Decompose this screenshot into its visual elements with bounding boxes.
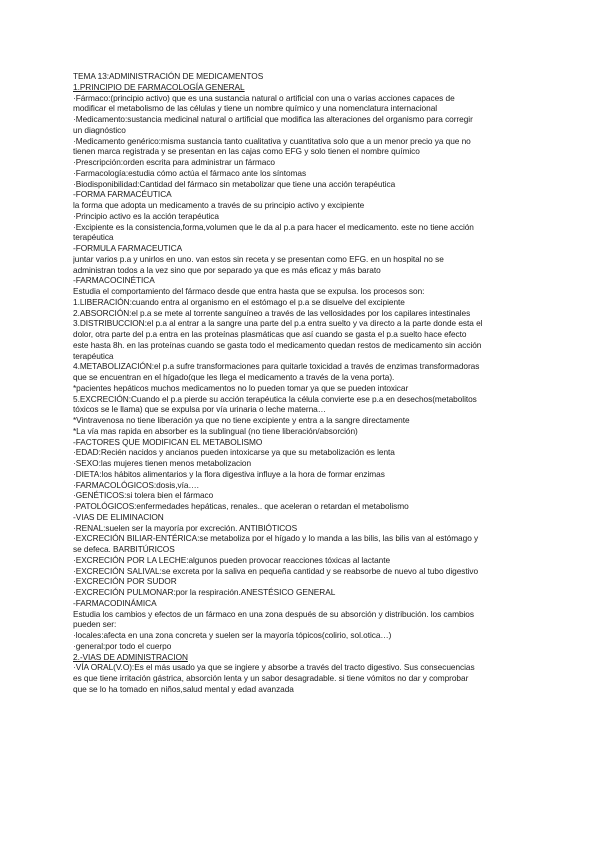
text-line: -FACTORES QUE MODIFICAN EL METABOLISMO [73, 436, 263, 447]
text-line: *La vía mas rapida en absorber es la sublingual (no tiene liberación/absorción) [73, 425, 358, 436]
text-line: ·Farmacología:estudia cómo actúa el fármaco ante los síntomas [73, 167, 307, 178]
text-line: -VIAS DE ELIMINACION [73, 511, 164, 522]
text-line: dolor, otra parte del p.a entra en las proteínas plasmáticas que así cuando se gasta el p.a suelto hace efecto [73, 329, 467, 339]
text-line: ·EXCRECIÓN PULMONAR:por la respiración.ANESTÉSICO GENERAL [73, 587, 336, 597]
text-line: terapéutica [73, 232, 114, 243]
text-line: ·Principio activo es la acción terapéutica [73, 210, 219, 221]
text-line: 1.LIBERACIÓN:cuando entra al organismo en el estómago el p.a se disuelve del excipiente [73, 296, 405, 307]
text-line: TEMA 13:ADMINISTRACIÓN DE MEDICAMENTOS [73, 71, 264, 81]
text-line: modificar el metabolismo de las células y tiene un nombre químico y una nomenclatura internacional [73, 103, 438, 114]
text-line: ·EXCRECIÓN POR LA LECHE:algunos pueden provocar reacciones tóxicas al lactante [73, 554, 391, 565]
text-line: 5.EXCRECIÓN:Cuando el p.a pierde su acción terapéutica la célula convierte ese p.a en desechos(metabolitos [73, 393, 477, 404]
text-line: ·PATOLÓGICOS:enfermedades hepáticas, renales.. que aceleran o retardan el metabolismo [73, 501, 409, 511]
text-line: ·EXCRECIÓN POR SUDOR [73, 576, 177, 587]
text-line: 4.METABOLIZACIÓN:el p.a sufre transformaciones para quitarle toxicidad a través de enzimas transformadoras [73, 361, 480, 372]
text-line: *pacientes hepáticos muchos medicamentos no lo pueden tomar ya que se pueden intoxicar [73, 382, 409, 393]
text-line: tienen marca registrada y se presentan en las cajas como EFG y solo tienen el nombre químico [73, 146, 420, 157]
text-line: Estudia el comportamiento del fármaco desde que entra hasta que se expulsa. los procesos son: [73, 286, 425, 296]
text-line: ·FARMACOLÓGICOS:dosis,vía…. [73, 479, 199, 490]
text-line: ·RENAL:suelen ser la mayoría por excreción. ANTIBIÓTICOS [73, 522, 298, 533]
text-line: *Vintravenosa no tiene liberación ya que no tiene excipiente y entra a la sangre directamente [73, 415, 410, 425]
text-line: un diagnóstico [73, 124, 126, 135]
text-line: ·Fármaco:(principio activo) que es una sustancia natural o artificial con una o varias acciones capaces de [73, 92, 455, 103]
text-line: terapéutica [73, 350, 114, 361]
text-line: ·Medicamento:sustancia medicinal natural o artificial que modifica las alteraciones del organismo para corregir [73, 114, 473, 124]
text-line: ·VÍA ORAL(V.O):Es el más usado ya que se ingiere y absorbe a través del tracto digestivo. Sus consecuencias [73, 662, 475, 673]
document-body [73, 71, 560, 695]
text-line: la forma que adopta un medicamento a través de su principio activo y excipiente [73, 200, 365, 210]
text-line: ·SEXO:las mujeres tienen menos metabolizacion [73, 458, 252, 468]
text-line: ·Medicamento genérico:misma sustancia tanto cualitativa y cuantitativa solo que a un menor precio ya que no [73, 135, 471, 146]
text-line: -FARMACODINÁMICA [73, 597, 157, 608]
text-line: ·general:por todo el cuerpo [73, 640, 172, 651]
text-line: ·GENÉTICOS:si tolera bien el fármaco [73, 490, 214, 501]
text-line: es que tiene irritación gástrica, absorción lenta y un sabor desagradable. si tiene vómitos no dar y comprobar [73, 673, 469, 683]
text-line: este hasta 8h. en las proteínas cuando se gasta todo el medicamento quedan restos de medicamento sin acción [73, 339, 482, 350]
text-line: -FORMA FARMACÉUTICA [73, 189, 172, 200]
text-line: -FORMULA FARMACEUTICA [73, 243, 183, 253]
text-line: ·EXCRECIÓN SALIVAL:se excreta por la saliva en pequeña cantidad y se reabsorbe de nuevo al tubo digestivo [73, 565, 479, 576]
text-line: juntar varios p.a y unirlos en uno. van estos sin receta y se presentan como EFG. en un hospital no se [73, 253, 444, 264]
text-line: ·Excipiente es la consistencia,forma,volumen que le da al p.a para hacer el medicamento. este no tiene acción [73, 221, 474, 232]
text-line: 2.ABSORCIÓN:el p.a se mete al torrente sanguíneo a través de las vellosidades por los capilares intestinales [73, 307, 471, 318]
text-line: ·DIETA:los hábitos alimentarios y la flora digestiva influye a la hora de formar enzimas [73, 468, 385, 479]
text-line: ·Prescripción:orden escrita para administrar un fármaco [73, 157, 275, 167]
text-line: -FARMACOCINÉTICA [73, 275, 155, 286]
text-line: que se encuentran en el hígado(que les llega el medicamento a través de la vena porta). [73, 372, 395, 382]
text-line: ·EDAD:Recién nacidos y ancianos pueden intoxicarse ya que su metabolización es lenta [73, 447, 395, 458]
text-line: ·EXCRECIÓN BILIAR-ENTÉRICA:se metaboliza por el hígado y lo manda a las bilis, las bilis van al estómago y [73, 533, 479, 544]
section-heading: 2.-VIAS DE ADMINISTRACION [73, 651, 188, 662]
text-line: Estudia los cambios y efectos de un fármaco en una zona después de su absorción y distribución. los cambios [73, 608, 474, 619]
text-line: ·locales:afecta en una zona concreta y suelen ser la mayoría tópicos(colirio, sol.otica…) [73, 630, 392, 640]
text-line: ·Biodisponibilidad:Cantidad del fármaco sin metabolizar que tiene una acción terapéutica [73, 178, 396, 189]
text-line: tóxicos se le llama) que se expulsa por vía urinaria o leche materna… [73, 404, 326, 415]
text-line: pueden ser: [73, 619, 117, 630]
section-heading: 1.PRINCIPIO DE FARMACOLOGÍA GENERAL [73, 81, 245, 92]
text-line: se defeca. BARBITÚRICOS [73, 544, 175, 554]
text-line: administran todos a la vez sino que por separado ya que es más eficaz y más barato [73, 264, 381, 275]
text-line: que se lo ha tomado en niños,salud mental y edad avanzada [73, 683, 294, 694]
text-line: 3.DISTRIBUCCION:el p.a al entrar a la sangre una parte del p.a entra suelto y va directo a la parte donde esta el [73, 318, 483, 329]
